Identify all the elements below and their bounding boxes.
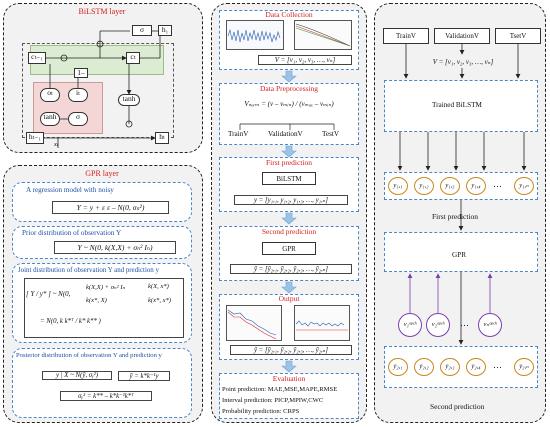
gpr-posterior-eq3: σᵧ² = k** – k*k⁻¹k*ᵀ	[60, 391, 152, 401]
y1-dots: …	[493, 179, 502, 189]
sigma-gate-box: σ	[68, 112, 88, 126]
y1-circle-2: y₁,₂	[414, 177, 434, 195]
gpr-prior-title: Prior distribution of observation Y	[22, 229, 122, 237]
split-train-label: TrainV	[228, 130, 249, 138]
gpr-joint-m12: k(X, x*)	[148, 283, 169, 290]
collection-equation: V = [v₁, v₂, v₃, …, vₙ]	[258, 55, 352, 65]
pipeline-arrows	[282, 71, 296, 372]
y1-circle-4: y₁,₄	[466, 177, 486, 195]
gpr-noise-equation: Y = y + ε ε – N(0, σₙ²)	[52, 201, 169, 214]
output-equation: ȳ = [ȳ₂,₁, ȳ₂,₂, ȳ₂,₃, …, ȳ₂,ₙ]	[230, 345, 352, 355]
gpr-joint-lhs: [ Y / y* ] ~ N(0,	[26, 290, 71, 298]
y1-circle-5: y₁,ₙ	[514, 177, 534, 195]
sigma-output-box: σ	[132, 25, 152, 36]
y2-circle-2: ȳ₂,₂	[414, 358, 434, 376]
second-prediction-equation: ȳ = [ȳ₂,₁, ȳ₂,₂, ȳ₂,₃, …, ȳ₂,ₙ]	[230, 264, 352, 274]
preprocess-title: Data Preprocessing	[259, 84, 319, 93]
h-prev-box: hₜ₋₁	[26, 132, 44, 144]
v-arrows	[410, 274, 490, 313]
first-prediction-equation: y = [y₁,₁, y₁,₂, y₁,₃, …, y₁,ₙ]	[234, 195, 348, 205]
y1-circle-1: y₁,₁	[388, 177, 408, 195]
y2-circle-3: ȳ₂,₃	[440, 358, 460, 376]
gpr-joint-eq2: = N(0, k k*ᵀ / k* k** )	[40, 318, 101, 325]
gpr-title: GPR layer	[85, 169, 119, 178]
right-train-box: TrainV	[383, 28, 429, 44]
gpr-posterior-title: Posterior distribution of observation Y and prediction y	[16, 352, 162, 359]
right-arrows	[400, 44, 524, 344]
gpr-joint-m11: k(X,X) + σₙ² Iₙ	[86, 284, 126, 291]
gpr-joint-title: Joint distribution of observation Y and prediction y	[18, 267, 159, 274]
preprocess-equation: Vₙₒᵣₘ = (v – vₘᵢₙ) / (vₘₐₓ – vₘᵢₙ)	[244, 100, 334, 108]
evaluation-title: Evaluation	[272, 374, 306, 383]
bilstm-title: BiLSTM layer	[78, 7, 126, 16]
right-validation-box: ValidationV	[434, 28, 490, 44]
split-validation-label: ValidationV	[268, 130, 303, 138]
gpr-posterior-eq2: ȳ = k*k⁻¹y	[118, 371, 170, 381]
y1-circle-3: y₁,₃	[440, 177, 460, 195]
gpr-joint-m21: k(x*, X)	[86, 297, 107, 304]
split-ticks	[240, 124, 334, 130]
c-prev-box: cₜ₋₁	[28, 52, 46, 64]
eval-probability-text: Probability prediction: CRPS	[222, 408, 300, 415]
gate-i-box: iₜ	[68, 88, 88, 102]
y2-dots: …	[493, 360, 502, 370]
bilstm-model-box: BiLSTM	[262, 172, 316, 185]
second-prediction-title: Second prediction	[261, 227, 317, 236]
right-second-label: Second prediction	[430, 402, 485, 411]
gpr-prior-equation: Y ~ N(0, k(X,X) + σₙ² Iₙ)	[54, 241, 176, 254]
collection-title: Data Collection	[265, 10, 313, 19]
first-prediction-title: First prediction	[265, 158, 313, 167]
h1-top-box: h₁	[158, 25, 172, 36]
right-first-label: First prediction	[432, 212, 479, 221]
v-dots: …	[460, 318, 469, 328]
trained-bilstm-label: Trained BiLSTM	[432, 101, 482, 109]
y2-circle-4: ȳ₂,₄	[466, 358, 486, 376]
y2-circle-1: ȳ₂,₁	[388, 358, 408, 376]
gate-o-box: oₜ	[40, 88, 60, 102]
y2-circle-5: ȳ₂,ₙ	[514, 358, 534, 376]
h-t-box: hₜ	[155, 132, 169, 144]
x-t-label: xₜ	[54, 141, 59, 148]
output-title: Output	[278, 294, 300, 303]
gpr-posterior-eq1: y | X ~ N(ȳ, σᵧ²)	[42, 371, 112, 380]
eval-point-text: Point prediction: MAE,MSE,MAPE,RMSE	[222, 386, 338, 393]
right-gpr-label: GPR	[452, 251, 466, 259]
minus-one-box: 1–	[74, 68, 88, 78]
tanh-output-box: tanh	[118, 94, 140, 106]
gpr-noise-title: A regression model with noisy	[26, 186, 114, 194]
v-circle-1: v₁ᵒᵖᶜʰ	[398, 313, 422, 337]
right-v-equation: V = [v₁, v₂, v₃, …, vₙ]	[432, 58, 494, 66]
gpr-model-box: GPR	[262, 242, 316, 255]
lstm-wires	[44, 31, 160, 148]
split-test-label: TestV	[322, 130, 340, 138]
v-circle-2: v₂ᵒᵖᶜʰ	[426, 313, 450, 337]
v-circle-n: vₙᵒᵖᶜʰ	[478, 313, 502, 337]
right-test-box: TsetV	[495, 28, 541, 44]
eval-interval-text: Interval prediction: PICP,MPIW,CWC	[222, 397, 324, 404]
c-t-box: cₜ	[126, 52, 140, 64]
tanh-gate-box: tanh	[40, 112, 60, 126]
gpr-joint-m22: k(x*, x*)	[148, 297, 172, 304]
